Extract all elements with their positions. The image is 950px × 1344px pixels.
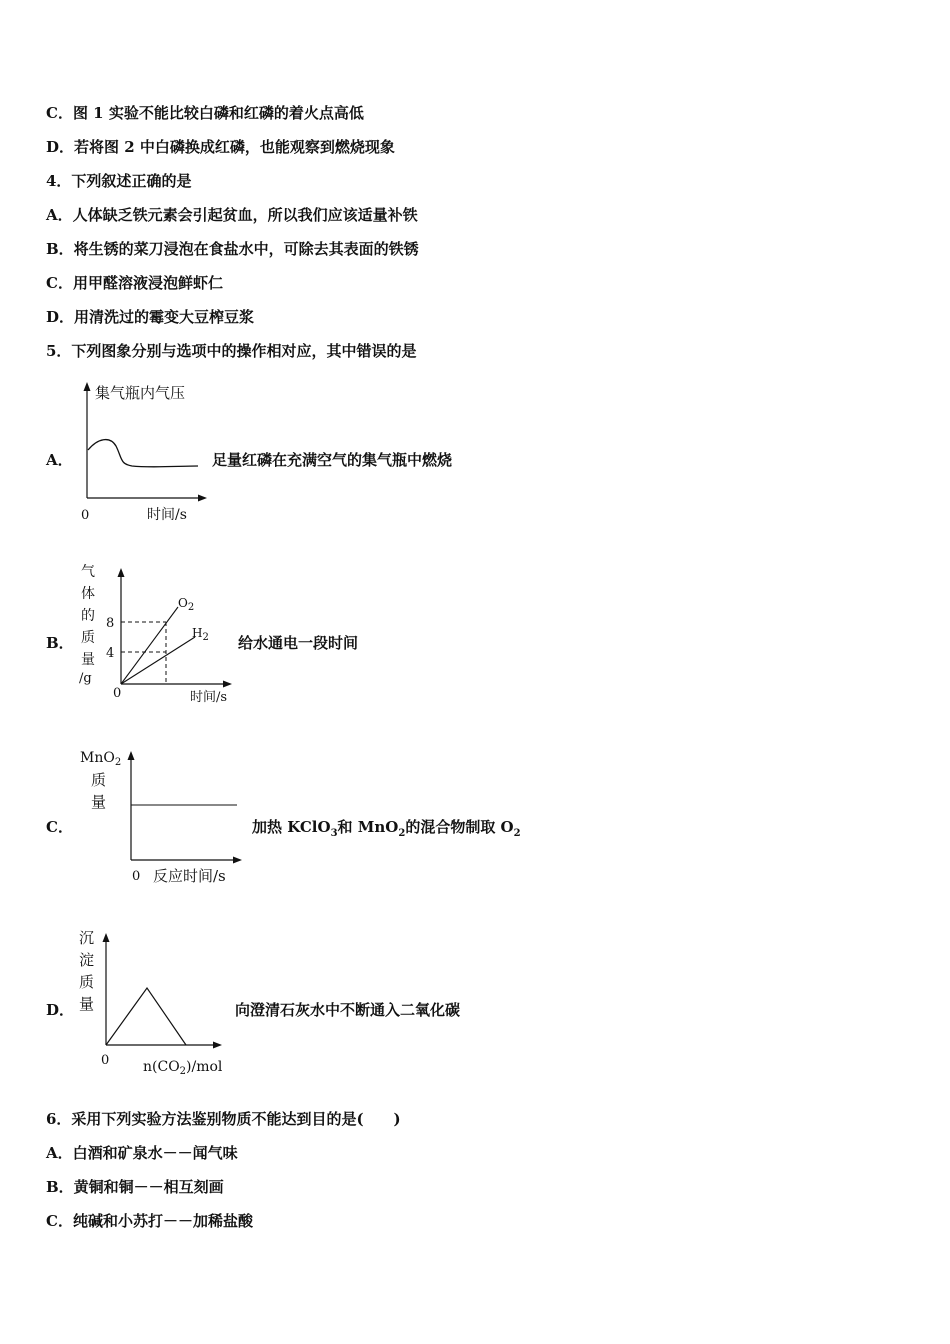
o2-line: [121, 607, 178, 684]
graph-d-ylabel-2: 淀: [79, 951, 95, 969]
q4-option-d: D．用清洗过的霉变大豆榨豆浆: [46, 308, 255, 326]
q5-option-d-label: D．: [46, 1001, 75, 1019]
graph-c-ylabel-top: MnO$_2$: [80, 750, 122, 768]
q6-option-a: A．白酒和矿泉水－－闻气味: [46, 1144, 238, 1162]
pressure-curve: [88, 440, 198, 467]
q5-graph-a: [70, 380, 210, 530]
graph-b-origin: 0: [113, 686, 122, 701]
q5-stem: 5．下列图象分别与选项中的操作相对应，其中错误的是: [46, 342, 417, 360]
graph-d-xlabel: $n(CO_2)$/mol: [143, 1059, 223, 1077]
q4-stem: 4．下列叙述正确的是: [46, 172, 192, 190]
graph-b-h2-label: $H_2$: [192, 626, 209, 643]
q5-option-a-label: A．: [46, 451, 73, 469]
graph-b-ylabel-1: 气: [81, 564, 95, 580]
graph-a-origin: 0: [81, 508, 90, 523]
q5-option-c-label: C．: [46, 818, 73, 836]
graph-d-ylabel-1: 沉: [79, 929, 95, 947]
graph-d-origin: 0: [101, 1053, 110, 1068]
graph-c-origin: 0: [132, 869, 141, 884]
graph-c-ylabel-2: 量: [91, 793, 107, 811]
q5-option-a-desc: 足量红磷在充满空气的集气瓶中燃烧: [212, 451, 453, 469]
graph-b-tick-4: 4: [106, 646, 115, 661]
precipitate-curve: [106, 988, 186, 1045]
graph-b-ylabel-6: /g: [79, 671, 92, 686]
graph-c-xlabel: 反应时间/s: [153, 867, 226, 885]
q5-graph-d: [75, 925, 240, 1077]
q6-option-b: B．黄铜和铜－－相互刻画: [46, 1178, 224, 1196]
q5-graph-c: [75, 745, 250, 890]
q3-option-d: D．若将图 2 中白磷换成红磷，也能观察到燃烧现象: [46, 138, 395, 156]
graph-b-ylabel-2: 体: [81, 586, 95, 602]
q4-option-a: A．人体缺乏铁元素会引起贫血，所以我们应该适量补铁: [46, 206, 418, 224]
q3-option-c: C．图 1 实验不能比较白磷和红磷的着火点高低: [46, 104, 364, 122]
graph-d-ylabel-4: 量: [79, 995, 95, 1013]
q5-option-c-desc: 加热 KClO$_3$和 MnO$_2$的混合物制取 $O_2$: [252, 818, 521, 839]
q5-graph-b: [75, 560, 240, 710]
q5-option-b-desc: 给水通电一段时间: [238, 634, 359, 652]
graph-b-tick-8: 8: [106, 616, 115, 631]
graph-a-ylabel: 集气瓶内气压: [95, 384, 186, 402]
graph-b-ylabel-3: 的: [81, 608, 95, 624]
q5-option-b-label: B．: [46, 634, 74, 652]
graph-b-ylabel-5: 量: [81, 652, 95, 668]
q5-option-d-desc: 向澄清石灰水中不断通入二氧化碳: [235, 1001, 461, 1019]
q4-option-b: B．将生锈的菜刀浸泡在食盐水中，可除去其表面的铁锈: [46, 240, 419, 258]
h2-line: [121, 637, 195, 684]
graph-b-xlabel: 时间/s: [190, 690, 228, 705]
graph-a-xlabel: 时间/s: [147, 507, 187, 523]
graph-c-ylabel-1: 质: [91, 771, 107, 789]
graph-d-ylabel-3: 质: [79, 973, 95, 991]
q6-stem: 6．采用下列实验方法鉴别物质不能达到目的是( ): [46, 1110, 401, 1128]
q6-option-c: C．纯碱和小苏打－－加稀盐酸: [46, 1212, 253, 1230]
graph-b-ylabel-4: 质: [81, 630, 95, 646]
graph-b-o2-label: $O_2$: [178, 596, 195, 613]
q4-option-c: C．用甲醛溶液浸泡鲜虾仁: [46, 274, 223, 292]
